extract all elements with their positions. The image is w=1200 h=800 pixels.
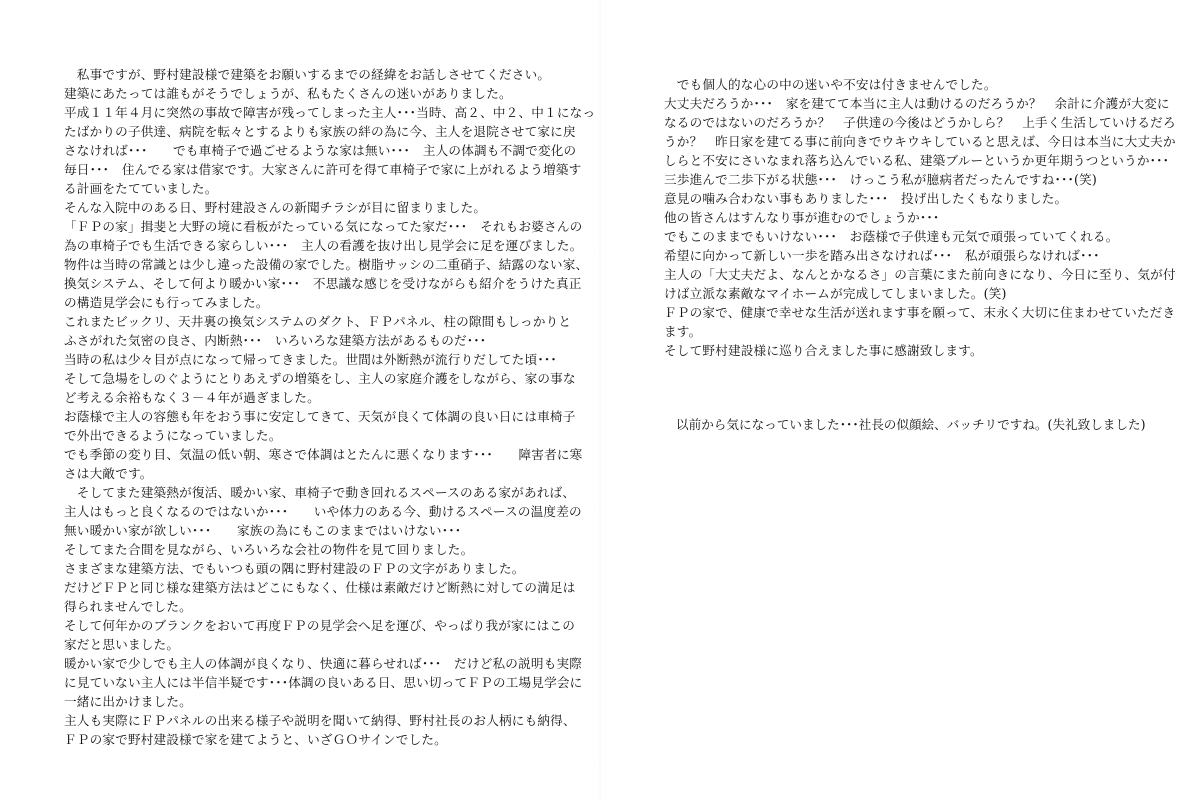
- letter-line: で外出できるようになっていました。: [64, 428, 282, 443]
- letter-line: ます。: [664, 324, 702, 339]
- letter-line: の構造見学会にも行ってみました。: [64, 295, 269, 310]
- letter-line: に見ていない主人には半信半疑です･･･体調の良いある日、思い切ってＦＰの工場見学会に: [64, 675, 583, 690]
- letter-line: そして急場をしのぐようにとりあえずの増築をし、主人の家庭介護をしながら、家の事な: [64, 371, 576, 386]
- letter-line: 物件は当時の常識とは少し違った設備の家でした。樹脂サッシの二重硝子、結露のない家、: [64, 257, 589, 272]
- letter-line: 当時の私は少々目が点になって帰ってきました。世間は外断熱が流行りだしてた頃･･･: [64, 352, 557, 367]
- letter-line: 他の皆さんはすんなり事が進むのでしょうか･･･: [664, 210, 940, 225]
- letter-line: けば立派な素敵なマイホームが完成してしまいました。(笑): [664, 286, 1007, 301]
- letter-line: 「ＦＰの家」揖斐と大野の境に看板がたっている気になってた家だ･･･ それもお婆さんの: [64, 219, 583, 234]
- letter-line: 平成１１年４月に突然の事故で障害が残ってしまった主人･･･当時、高２、中２、中１になっ: [64, 105, 596, 120]
- letter-line: そんな入院中のある日、野村建設さんの新聞チラシが目に留まりました。: [64, 200, 487, 215]
- letter-line: 無い暖かい家が欲しい･･･ 家族の為にもこのままではいけない･･･: [64, 523, 462, 538]
- letter-line: さなければ･･･ でも車椅子で過ごせるような家は無い･･･ 主人の体調も不調で変化の: [64, 143, 577, 158]
- letter-line: 一緒に出かけました。: [64, 694, 192, 709]
- letter-line: 建築にあたっては誰もがそうでしょうが、私もたくさんの迷いがありました。: [64, 86, 512, 101]
- page-divider: [598, 0, 602, 800]
- letter-line: でもこのままでもいけない･･･ お蔭様で子供達も元気で頑張っていてくれる。: [664, 229, 1119, 244]
- letter-line: でも季節の変り目、気温の低い朝、寒さで体調はとたんに悪くなります･･･ 障害者に寒: [64, 447, 583, 462]
- letter-line: ふさがれた気密の良さ、内断熱･･･ いろいろな建築方法があるものだ･･･: [64, 333, 487, 348]
- postscript: 以前から気になっていました･･･社長の似顔絵、バッチリですね。(失礼致しました): [676, 417, 1146, 432]
- letter-line: そして野村建設様に巡り合えました事に感謝致します。: [664, 343, 983, 358]
- letter-line: 毎日･･･ 住んでる家は借家です。大家さんに許可を得て車椅子で家に上がれるよう増築す: [64, 162, 582, 177]
- letter-line: でも個人的な心の中の迷いや不安は付きませんでした。: [664, 77, 997, 92]
- letter-line: ＦＰの家で、健康で幸せな生活が送れます事を願って、末永く大切に住まわせていただき: [664, 305, 1176, 320]
- letter-line: 主人も実際にＦＰパネルの出来る様子や説明を聞いて納得、野村社長のお人柄にも納得、: [64, 713, 576, 728]
- letter-line: だけどＦＰと同じ様な建築方法はどこにもなく、仕様は素敵だけど断熱に対しての満足は: [64, 580, 576, 595]
- letter-line: さは大敵です。: [64, 466, 153, 481]
- letter-line: うか？ 昨日家を建てる事に前向きでウキウキしていると思えば、今日は本当に大丈夫か: [664, 134, 1176, 149]
- letter-line: なるのではないのだろうか？ 子供達の今後はどうかしら？ 上手く生活していけるだろ: [664, 115, 1176, 130]
- letter-body-left: [64, 65, 595, 749]
- letter-line: 為の車椅子でも生活できる家らしい･･･ 主人の看護を抜け出し見学会に足を運びました。: [64, 238, 583, 253]
- letter-line: ＦＰの家で野村建設様で家を建てようと、いざＧＯサインでした。: [64, 732, 447, 747]
- letter-line: お蔭様で主人の容態も年をおう事に安定してきて、天気が良くて体調の良い日には車椅子: [64, 409, 576, 424]
- letter-line: 三歩進んで二歩下がる状態･･･ けっこう私が臆病者だったんですね･･･(笑): [664, 172, 1098, 187]
- letter-line: しらと不安にさいなまれ落ち込んでいる私、建築ブルーというか更年期うつというか･･･: [664, 153, 1170, 168]
- letter-line: さまざまな建築方法、でもいつも頭の隅に野村建設のＦＰの文字がありました。: [64, 561, 525, 576]
- letter-line: そしてまた合間を見ながら、いろいろな会社の物件を見て回りました。: [64, 542, 474, 557]
- letter-line: 意見の噛み合わない事もありました･･･ 投げ出したくもなりました。: [664, 191, 1068, 206]
- letter-line: 主人の「大丈夫だよ、なんとかなるさ」の言葉にまた前向きになり、今日に至り、気が付: [664, 267, 1176, 282]
- letter-line: ど考える余裕もなく３－４年が過ぎました。: [64, 390, 320, 405]
- letter-line: そしてまた建築熱が復活、暖かい家、車椅子で動き回れるスペースのある家があれば、: [64, 485, 576, 500]
- letter-line: 主人はもっと良くなるのではないか･･･ いや体力のある今、動けるスペースの温度差の: [64, 504, 582, 519]
- letter-line: 希望に向かって新しい一歩を踏み出さなければ･･･ 私が頑張らなければ･･･: [664, 248, 1100, 263]
- letter-line: そして何年かのブランクをおいて再度ＦＰの見学会へ足を運び、やっぱり我が家にはこの: [64, 618, 575, 633]
- letter-line: これまたビックリ、天井裏の換気システムのダクト、ＦＰパネル、柱の隙間もしっかりと: [64, 314, 572, 329]
- letter-line: る計画をたてていました。: [64, 181, 218, 196]
- letter-line: 大丈夫だろうか･･･ 家を建てて本当に主人は動けるのだろうか？ 余計に介護が大変に: [664, 96, 1170, 111]
- letter-line: 得られませんでした。: [64, 599, 192, 614]
- letter-line: 換気システム、そして何より暖かい家･･･ 不思議な感じを受けながらも紹介をうけた真正: [64, 276, 582, 291]
- letter-line: 私事ですが、野村建設様で建築をお願いするまでの経緯をお話しさせてください。: [64, 67, 551, 82]
- letter-line: たばかりの子供達、病院を転々とするよりも家族の絆の為に今、主人を退院させて家に戻: [64, 124, 576, 139]
- letter-body-right: [664, 75, 1176, 360]
- letter-line: 暖かい家で少しでも主人の体調が良くなり、快適に暮らせれば･･･ だけど私の説明も実際: [64, 656, 583, 671]
- letter-line: 家だと思いました。: [64, 637, 180, 652]
